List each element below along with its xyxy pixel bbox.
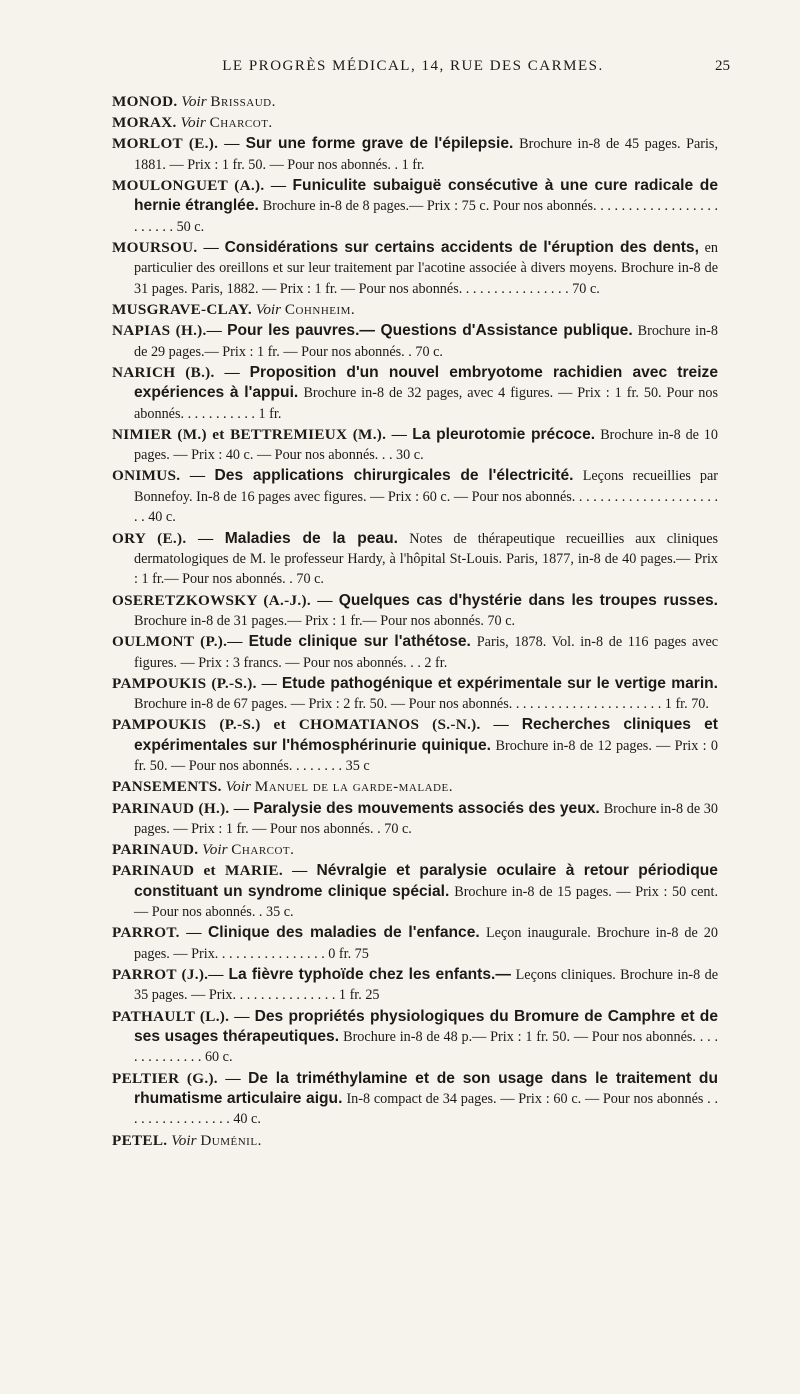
catalog-entry [112, 113, 718, 133]
entry-author: PARINAUD (H.). — [112, 799, 250, 817]
entry-details: Leçons cliniques. Brochure in-8 de 35 pages. — Prix. . . . . . . . . . . . . . . 1 fr. 25 [134, 967, 719, 1004]
entry-details: Brochure in-8 de 31 pages.— Prix : 1 fr.— Pour nos abonnés. 70 c. [134, 612, 516, 629]
catalog-entry [112, 466, 718, 527]
entry-xref-word: Voir [202, 841, 228, 859]
entry-author: MORLOT (E.). — [112, 135, 240, 153]
catalog-entry [112, 965, 718, 1006]
entry-details: Brochure in-8 de 8 pages.— Prix : 75 c. Pour nos abonnés. . . . . . . . . . . . . . . . . . . . . . . . 50 c. [134, 198, 719, 235]
entry-details: Brochure in-8 de 32 pages, avec 4 figures. — Prix : 1 fr. 50. Pour nos abonnés. . . . . . . . . . . 1 fr. [134, 385, 719, 422]
entry-author: PARINAUD et MARIE. — [112, 862, 308, 880]
entry-details: Brochure in-8 de 12 pages. — Prix : 0 fr. 50. — Pour nos abonnés. . . . . . . . 35 c [134, 737, 719, 775]
entry-xref-target: Cohnheim. [284, 301, 356, 319]
entry-details: Brochure in-8 de 67 pages. — Prix : 2 fr. 50. — Pour nos abonnés. . . . . . . . . . . . . . . . . . . . . . 1 fr. 70. [134, 696, 709, 713]
entry-author: PELTIER (G.). — [112, 1069, 241, 1087]
page-number: 25 [715, 58, 730, 74]
catalog-entry [112, 321, 718, 362]
catalog-entry [112, 363, 718, 424]
entry-details: Paris, 1878. Vol. in-8 de 116 pages avec figures. — Prix : 3 francs. — Pour nos abonnés. . . 2 fr. [134, 634, 719, 671]
entry-author: NAPIAS (H.).— [112, 322, 223, 340]
entry-author: PETEL. [112, 1131, 168, 1149]
entry-author: MOURSOU. — [112, 239, 219, 257]
catalog-entry [112, 674, 718, 715]
catalog-entry [112, 777, 718, 797]
entry-author: MONOD. [112, 93, 178, 110]
entry-details: Brochure in-8 de 10 pages. — Prix : 40 c. — Pour nos abonnés. . . 30 c. [134, 426, 718, 464]
entry-author: PATHAULT (L.). — [112, 1007, 250, 1025]
entry-author: ONIMUS. — [112, 467, 206, 485]
entry-author: NIMIER (M.) et BETTREMIEUX (M.). — [112, 425, 408, 443]
entry-title: Paralysie des mouvements associés des yeux. [253, 799, 600, 817]
entry-details: Brochure in-8 de 30 pages. — Prix : 1 fr. — Pour nos abonnés. . 70 c. [134, 800, 718, 837]
entry-title: De la triméthylamine et de son usage dans le traitement du rhumatisme articulaire aigu. [134, 1069, 718, 1108]
catalog-entry [112, 238, 718, 299]
entry-xref-word: Voir [181, 93, 207, 110]
running-header [96, 58, 730, 75]
entry-xref-word: Voir [180, 114, 206, 132]
catalog-entry [112, 923, 718, 964]
entry-title: Quelques cas d'hystérie dans les troupes russes. [338, 591, 718, 609]
entry-xref-word: Voir [171, 1131, 197, 1149]
entry-author: MUSGRAVE-CLAY. [112, 301, 252, 319]
catalog-entry [112, 176, 718, 237]
catalog-entry [112, 1131, 718, 1151]
entry-details: Brochure in-8 de 29 pages.— Prix : 1 fr. — Pour nos abonnés. . 70 c. [134, 323, 718, 360]
entry-details: Notes de thérapeutique recueillies aux cliniques dermatologiques de M. le professeur Hardy, à l'hôpital St-Louis. Paris, 1877, in-8 de 40 pages.— Prix : 1 fr.— Pour nos abonnés. . 70 c. [134, 530, 719, 588]
catalog-entry [112, 300, 718, 320]
catalog-entry [112, 1007, 718, 1068]
entry-title: Maladies de la peau. [224, 529, 398, 547]
catalog-entry [112, 632, 718, 673]
entry-author: PANSEMENTS. [112, 778, 222, 796]
catalog-entry [112, 715, 718, 776]
catalog-entry [112, 425, 718, 466]
entry-details: en particulier des oreillons et sur leur traitement par l'acotine associée à divers moyens. Brochure in-8 de 31 pages. Paris, 1882. — Prix : 1 fr. — Pour nos abonnés. . . . . . . . . . . . . . . . 70 c. [134, 240, 719, 297]
catalog-entry [112, 92, 718, 112]
entry-title: Névralgie et paralysie oculaire à retour périodique constituant un syndrome clinique spécial. [134, 862, 718, 900]
entry-author: PARROT (J.).— [112, 966, 224, 983]
entry-title: Clinique des maladies de l'enfance. [208, 924, 480, 942]
entry-title: Recherches cliniques et expérimentales sur l'hémosphérinurie quinique. [134, 716, 718, 754]
entry-title: Sur une forme grave de l'épilepsie. [245, 135, 514, 153]
entry-author: MORAX. [112, 114, 177, 132]
catalog-entry [112, 799, 718, 840]
catalog-entry [112, 529, 718, 590]
entry-author: PAMPOUKIS (P.-S.) et CHOMATIANOS (S.-N.). — [112, 716, 510, 734]
catalog-entry [112, 591, 718, 632]
entry-xref-target: Manuel de la garde-malade. [254, 778, 453, 796]
entry-xref-target: Charcot. [209, 114, 273, 132]
entry-author: PARINAUD. [112, 841, 199, 859]
entry-title: Proposition d'un nouvel embryotome rachidien avec treize expériences à l'appui. [134, 363, 719, 402]
entry-details: Brochure in-8 de 48 p.— Prix : 1 fr. 50. — Pour nos abonnés. . . . . . . . . . . . . . 60 c. [134, 1029, 719, 1066]
catalog-entry [112, 861, 718, 922]
entry-title: Etude clinique sur l'athétose. [248, 633, 471, 651]
entry-xref-target: Duménil. [200, 1131, 262, 1149]
entry-xref-target: Brissaud. [210, 93, 276, 110]
catalog-entry [112, 1069, 718, 1130]
running-title: LE PROGRÈS MÉDICAL, 14, RUE DES CARMES. [222, 58, 604, 74]
entry-xref-word: Voir [255, 301, 282, 319]
entry-author: NARICH (B.). — [112, 363, 241, 381]
catalog-entries [112, 92, 718, 1152]
entry-details: Brochure in-8 de 15 pages. — Prix : 50 cent. — Pour nos abonnés. . 35 c. [134, 883, 719, 921]
entry-xref-target: Charcot. [231, 841, 295, 859]
entry-author: PAMPOUKIS (P.-S.). — [112, 674, 278, 692]
entry-author: OSERETZKOWSKY (A.-J.). — [112, 591, 333, 609]
entry-title: Considérations sur certains accidents de l'éruption des dents, [224, 239, 699, 257]
entry-title: La fièvre typhoïde chez les enfants.— [228, 966, 511, 983]
entry-title: Des applications chirurgicales de l'électricité. [214, 467, 574, 485]
entry-details: Leçons recueillies par Bonnefoy. In-8 de 16 pages avec figures. — Prix : 60 c. — Pour nos abonnés. . . . . . . . . . . . . . . . . . . . . . . 40 c. [134, 468, 718, 526]
entry-author: OULMONT (P.).— [112, 633, 243, 651]
entry-details: In-8 compact de 34 pages. — Prix : 60 c. — Pour nos abonnés . . . . . . . . . . . . . . . . 40 c. [134, 1091, 719, 1128]
entry-details: Brochure in-8 de 45 pages. Paris, 1881. — Prix : 1 fr. 50. — Pour nos abonnés. . 1 fr. [134, 136, 719, 173]
entry-title: Des propriétés physiologiques du Bromure de Camphre et de ses usages thérapeutiques. [134, 1007, 718, 1046]
entry-title: Pour les pauvres.— Questions d'Assistance publique. [227, 322, 633, 340]
entry-author: MOULONGUET (A.). — [112, 177, 287, 195]
entry-title: Etude pathogénique et expérimentale sur le vertige marin. [281, 674, 719, 692]
entry-details: Leçon inaugurale. Brochure in-8 de 20 pages. — Prix. . . . . . . . . . . . . . . . 0 fr. 75 [134, 925, 718, 962]
entry-author: PARROT. — [112, 924, 202, 942]
catalog-entry [112, 840, 718, 860]
entry-title: La pleurotomie précoce. [412, 425, 596, 443]
catalog-entry [112, 134, 718, 175]
entry-title: Funiculite subaiguë consécutive à une cure radicale de hernie étranglée. [134, 177, 718, 215]
entry-author: ORY (E.). — [112, 529, 214, 547]
entry-xref-word: Voir [225, 778, 251, 796]
